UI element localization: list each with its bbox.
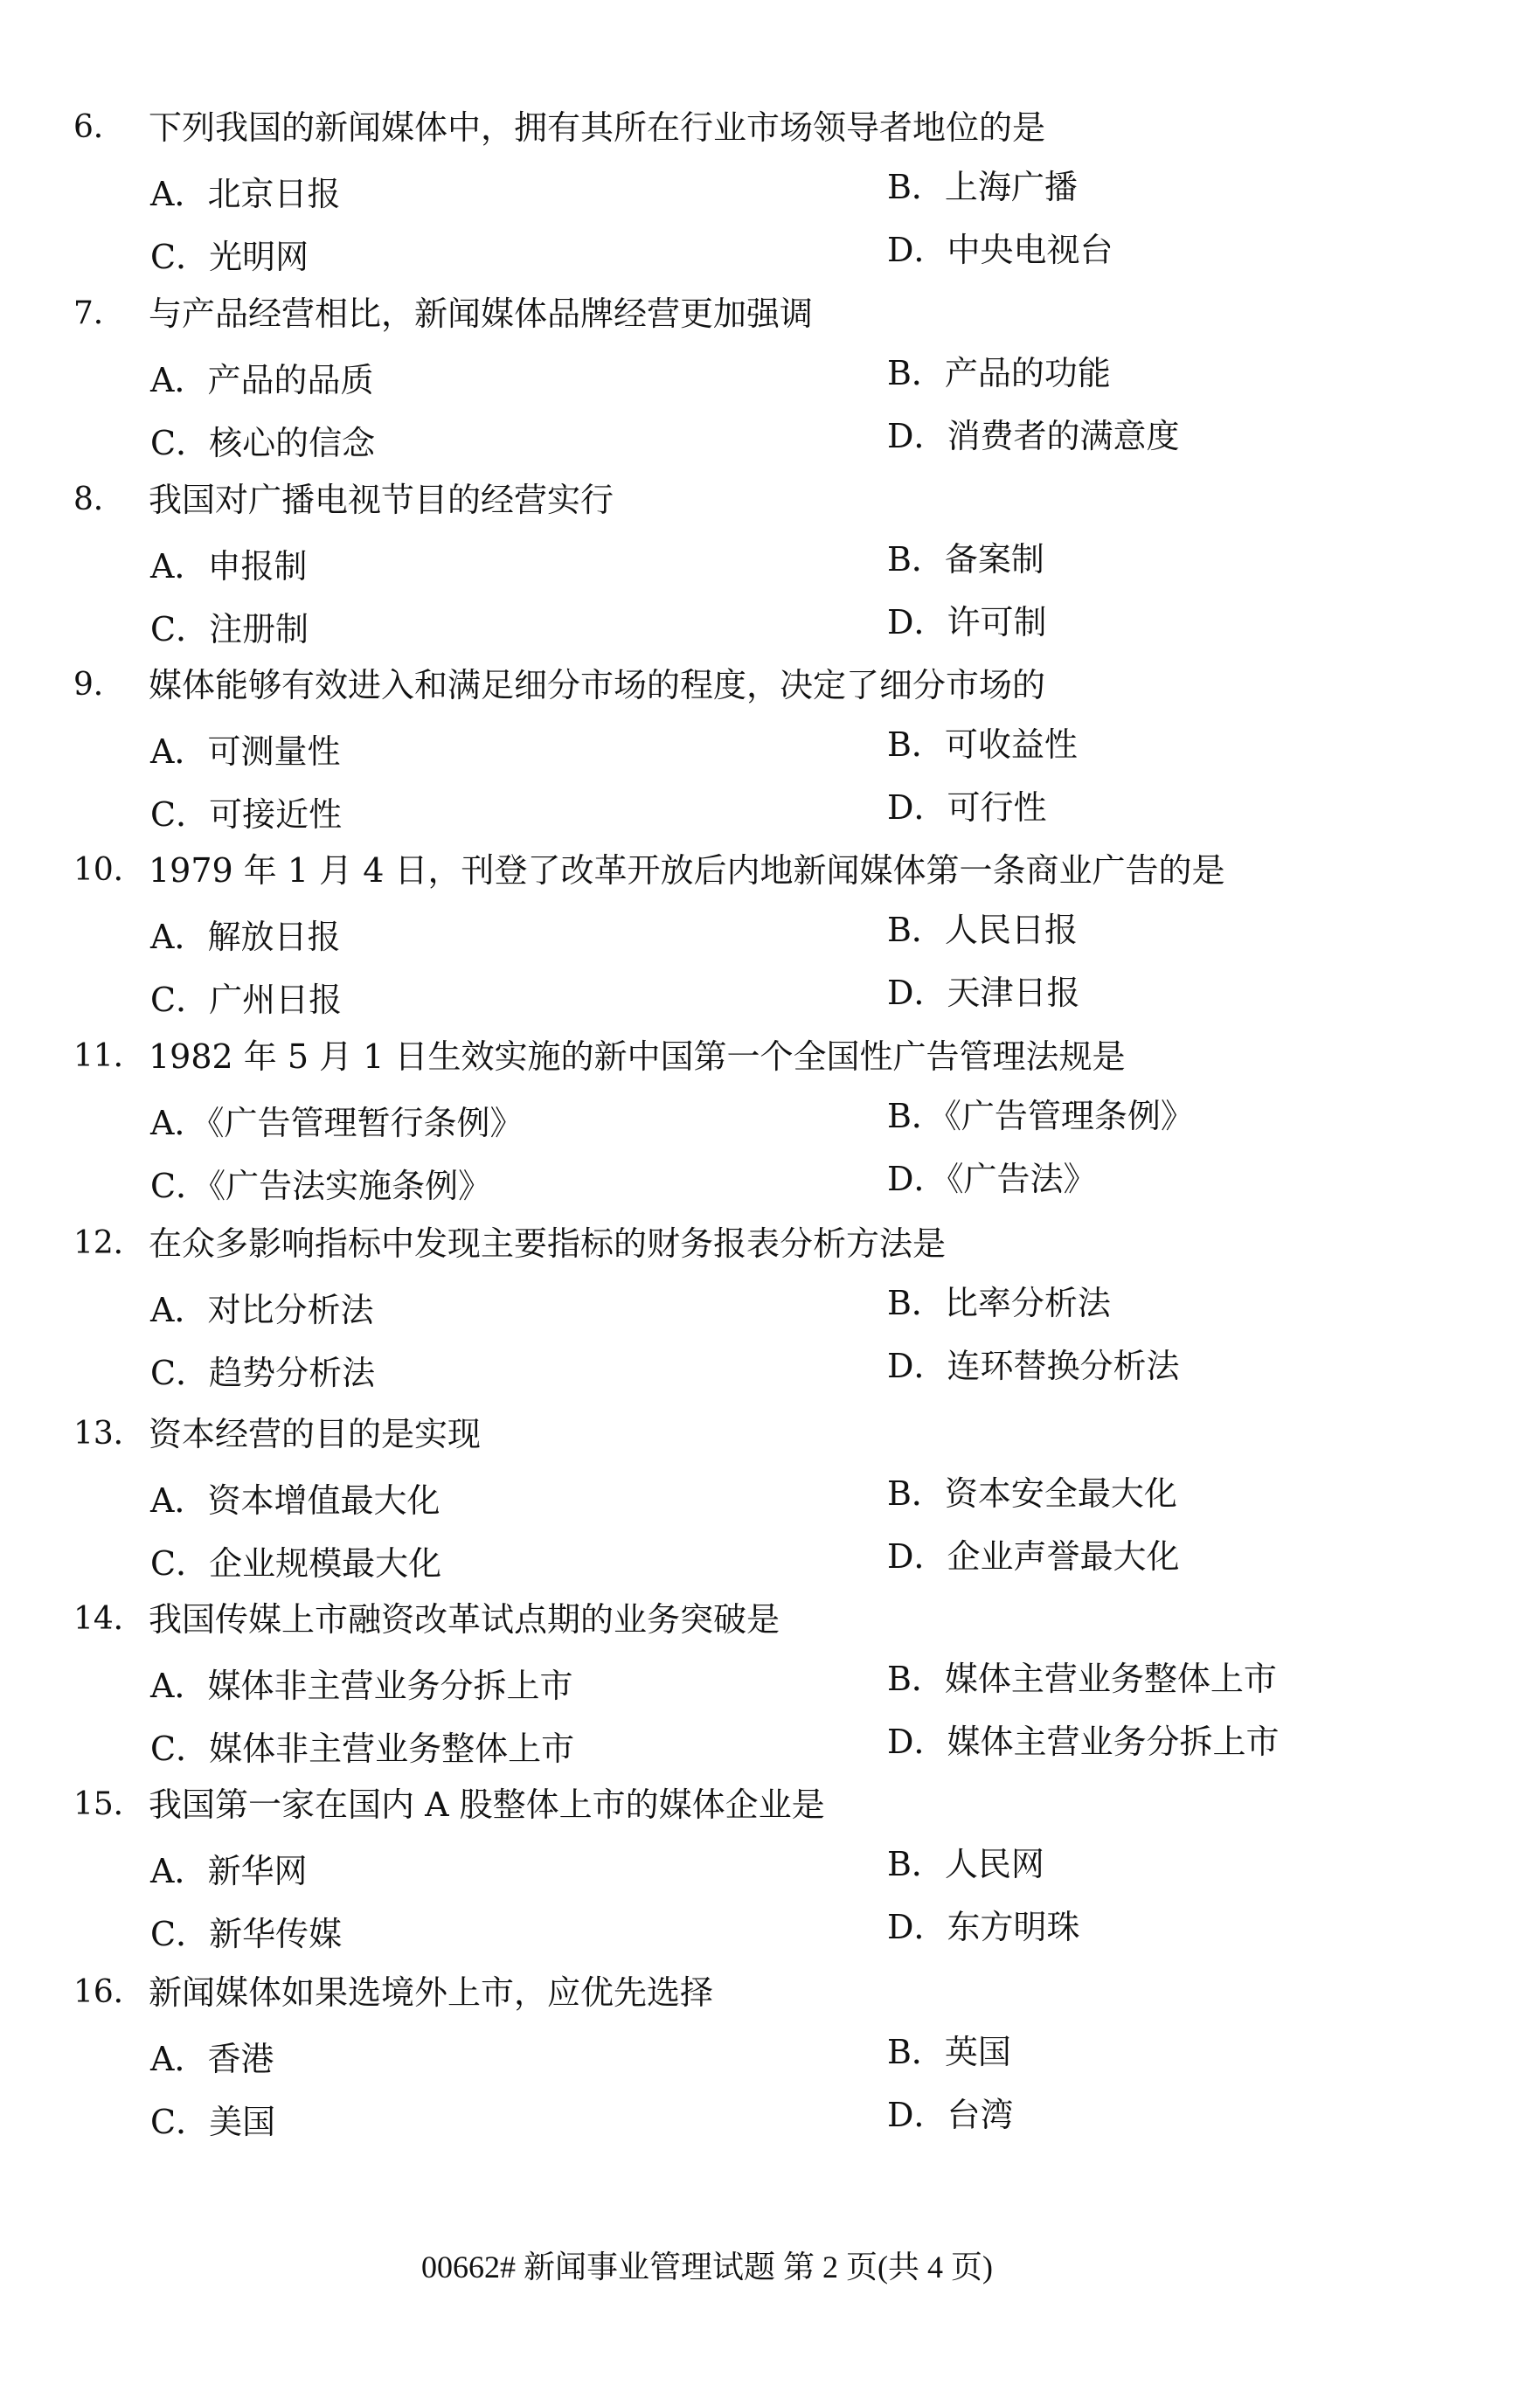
question-item [0, 666, 1540, 852]
option-c: C．趋势分析法 [150, 1354, 376, 1392]
option-b: B．上海广播 [887, 168, 1078, 206]
option-c: C．《广告法实施条例》 [150, 1167, 492, 1205]
question-stem: 我国第一家在国内 A 股整体上市的媒体企业是 [149, 1785, 825, 1824]
option-d: D．《广告法》 [887, 1160, 1097, 1198]
question-item [0, 1037, 1540, 1224]
option-b: B．人民网 [887, 1845, 1044, 1883]
question-number: 13． [73, 1416, 145, 1452]
option-a: A．对比分析法 [150, 1291, 374, 1329]
option-b: B．可收益性 [887, 725, 1078, 764]
option-d: D．连环替换分析法 [887, 1347, 1180, 1385]
option-c: C．核心的信念 [150, 424, 376, 462]
question-number: 9． [73, 667, 125, 703]
option-d: D．台湾 [887, 2096, 1014, 2134]
option-c: C．媒体非主营业务整体上市 [150, 1730, 575, 1768]
question-item [0, 1224, 1540, 1411]
question-stem: 1982 年 5 月 1 日生效实施的新中国第一个全国性广告管理法规是 [149, 1037, 1126, 1076]
question-stem: 下列我国的新闻媒体中，拥有其所在行业市场领导者地位的是 [149, 108, 1046, 147]
option-c: C．光明网 [150, 238, 309, 276]
question-number: 15． [73, 1786, 145, 1822]
option-b: B．备案制 [887, 540, 1044, 579]
question-stem: 媒体能够有效进入和满足细分市场的程度，决定了细分市场的 [149, 666, 1046, 704]
option-c: C．可接近性 [150, 795, 343, 834]
question-stem: 我国对广播电视节目的经营实行 [149, 481, 614, 519]
question-stem: 我国传媒上市融资改革试点期的业务突破是 [149, 1600, 780, 1639]
option-a: A．产品的品质 [150, 361, 374, 399]
option-a: A．北京日报 [150, 175, 341, 213]
question-number: 7． [73, 295, 125, 331]
option-d: D．中央电视台 [887, 231, 1113, 269]
option-a: A．新华网 [150, 1852, 308, 1890]
option-b: B．人民日报 [887, 911, 1078, 949]
question-item [0, 1973, 1540, 2160]
option-d: D．可行性 [887, 788, 1047, 827]
option-c: C．新华传媒 [150, 1915, 343, 1953]
option-c: C．企业规模最大化 [150, 1544, 442, 1583]
question-item [0, 1600, 1540, 1786]
question-stem: 在众多影响指标中发现主要指标的财务报表分析方法是 [149, 1224, 947, 1263]
option-a: A．资本增值最大化 [150, 1481, 440, 1520]
question-number: 6． [73, 109, 125, 145]
question-item [0, 851, 1540, 1037]
option-b: B．媒体主营业务整体上市 [887, 1660, 1277, 1698]
question-item [0, 1785, 1540, 1972]
question-number: 11． [73, 1038, 145, 1074]
option-d: D．天津日报 [887, 974, 1080, 1012]
question-stem: 新闻媒体如果选境外上市，应优先选择 [149, 1973, 714, 2012]
page-footer: 00662# 新闻事业管理试题 第 2 页(共 4 页) [421, 2250, 993, 2284]
option-a: A．解放日报 [150, 918, 341, 956]
question-stem: 1979 年 1 月 4 日，刊登了改革开放后内地新闻媒体第一条商业广告的是 [149, 851, 1225, 890]
option-b: B．比率分析法 [887, 1284, 1111, 1322]
option-a: A．可测量性 [150, 732, 341, 771]
question-number: 16． [73, 1974, 145, 2010]
option-c: C．美国 [150, 2103, 276, 2141]
option-b: B．《广告管理条例》 [887, 1097, 1194, 1135]
question-stem: 与产品经营相比，新闻媒体品牌经营更加强调 [149, 295, 814, 333]
question-item [0, 481, 1540, 667]
question-stem: 资本经营的目的是实现 [149, 1415, 482, 1453]
option-c: C．注册制 [150, 610, 309, 648]
option-c: C．广州日报 [150, 981, 343, 1019]
question-number: 10． [73, 852, 145, 888]
option-b: B．英国 [887, 2033, 1011, 2071]
question-number: 8． [73, 482, 125, 517]
option-a: A．《广告管理暂行条例》 [150, 1104, 524, 1142]
option-d: D．消费者的满意度 [887, 417, 1180, 455]
option-d: D．企业声誉最大化 [887, 1537, 1180, 1576]
option-a: A．香港 [150, 2040, 274, 2078]
option-d: D．媒体主营业务分拆上市 [887, 1723, 1280, 1761]
question-number: 12． [73, 1225, 145, 1261]
question-item [0, 295, 1540, 481]
question-item [0, 108, 1540, 295]
option-d: D．许可制 [887, 603, 1047, 641]
option-a: A．申报制 [150, 547, 308, 586]
option-d: D．东方明珠 [887, 1908, 1080, 1946]
option-b: B．资本安全最大化 [887, 1474, 1177, 1513]
question-item [0, 1415, 1540, 1601]
option-b: B．产品的功能 [887, 354, 1111, 392]
question-number: 14． [73, 1601, 145, 1637]
option-a: A．媒体非主营业务分拆上市 [150, 1667, 573, 1705]
